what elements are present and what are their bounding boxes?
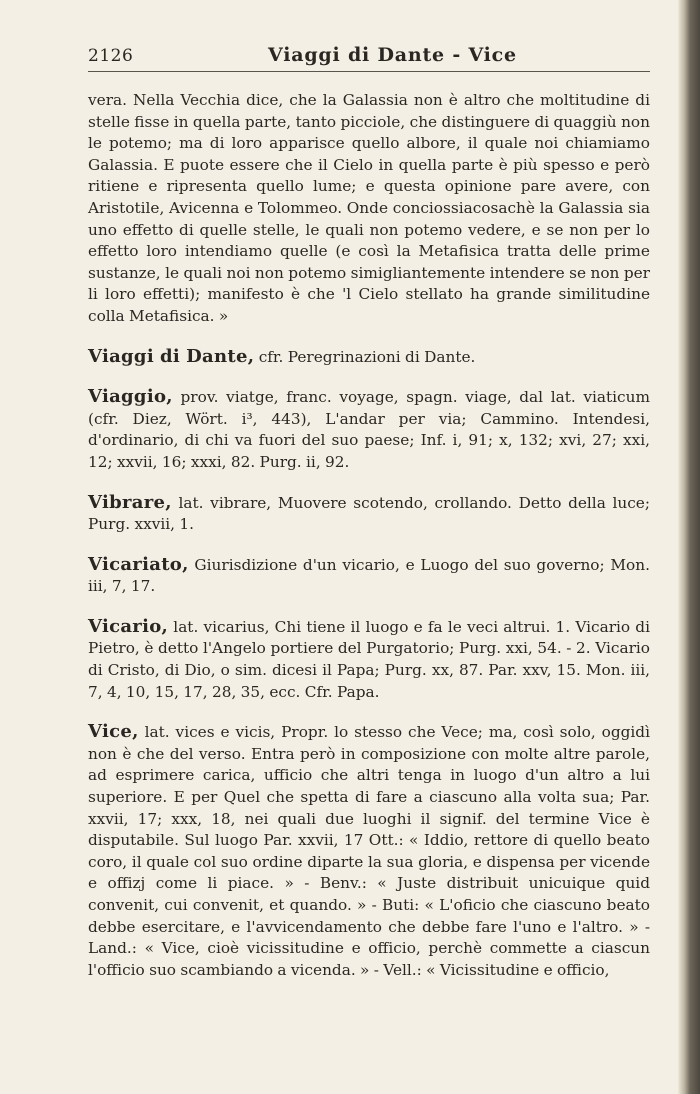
page-number: 2126: [88, 46, 134, 66]
headword: Vicariato,: [88, 553, 189, 575]
running-title: Viaggi di Dante - Vice: [268, 44, 517, 66]
headword: Vicario,: [88, 615, 169, 637]
entry-text: prov. viatge, franc. voyage, spagn. viage, dal lat. viaticum (cfr. Diez, Wört. i³, 443), L'andar per via; Cammino. Intendesi, d'ordinario, di chi va fuori del suo paese; Inf. i, 91; x, 132; xvi, 27; xxi, 12; xxvii, 16; xxxi, 82. Purg. ii, 92.: [88, 388, 650, 471]
page-header: [88, 44, 650, 72]
headword: Vibrare,: [88, 491, 172, 513]
header-rule: [88, 71, 650, 72]
entry-viaggi-di-dante: [88, 346, 650, 369]
entry-vibrare: [88, 492, 650, 536]
entry-vicario: [88, 616, 650, 703]
entry-text: lat. vices e vicis, Propr. lo stesso che Vece; ma, così solo, oggidì non è che del verso. Entra però in composizione con molte altre parole, ad esprimere carica, ufficio che altri tenga in luogo d'un altro a lui superiore. E per Quel che spetta di fare a ciascuno alla volta sua; Par. xxvii, 17; xxx, 18, nei quali due luoghi il signif. del termine Vice è disputabile. Sul luogo Par. xxvii, 17 Ott.: « Iddio, rettore di quello beato coro, il quale col suo ordine diparte la sua gloria, e dispensa per vicende e offizj come li piace. » - Benv.: « Juste distribuit unicuique quid convenit, cui convenit, et quando. » - Buti: « L'oficio che ciascuno beato debbe esercitare, e l'avvicendamento che debbe fare l'uno e l'altro. » - Land.: « Vice, cioè vicissitudine e officio, perchè commette a ciascun l'officio suo scambiando a vicenda. » - Vell.: « Vicissitudine e officio,: [88, 723, 650, 979]
page-edge-shadow: [678, 0, 700, 1094]
entry-viaggio: [88, 386, 650, 473]
paragraph-continuation: vera. Nella Vecchia dice, che la Galassia non è altro che moltitudine di stelle fisse in quella parte, tanto picciole, che distinguere di quaggiù non le potemo; ma di loro apparisce quello albore, il quale noi chiamiamo Galassia. E puote essere che il Cielo in quella parte è più spesso e però ritiene e ripresenta quello lume; e questa opinione pare avere, con Aristotile, Avicenna e Tolommeo. Onde conciossiacosachè la Galassia sia uno effetto di quelle stelle, le quali non potemo vedere, e se non per lo effetto loro intendiamo quelle (e così la Metafisica tratta delle prime sustanze, le quali noi non potemo simigliantemente intendere se non per li loro effetti); manifesto è che 'l Cielo stellato ha grande similitudine colla Metafisica. »: [88, 91, 650, 325]
entry-text: lat. vicarius, Chi tiene il luogo e fa le veci altrui. 1. Vicario di Pietro, è detto l'Angelo portiere del Purgatorio; Purg. xxi, 54. - 2. Vicario di Cristo, di Dio, o sim. dicesi il Papa; Purg. xx, 87. Par. xxv, 15. Mon. iii, 7, 4, 10, 15, 17, 28, 35, ecc. Cfr. Papa.: [88, 617, 650, 701]
entry-vicariato: [88, 554, 650, 598]
entry-vice: [88, 721, 650, 981]
headword: Vice,: [88, 721, 139, 743]
entry-text: Giurisdizione d'un vicario, e Luogo del suo governo; Mon. iii, 7, 17.: [88, 555, 650, 596]
headword: Viaggi di Dante,: [88, 345, 255, 367]
entry-text: lat. vibrare, Muovere scotendo, crollando. Detto della luce; Purg. xxvii, 1.: [88, 493, 650, 534]
headword: Viaggio,: [88, 386, 173, 408]
page-body: [88, 90, 650, 981]
entry-text: cfr. Peregrinazioni di Dante.: [258, 347, 476, 366]
